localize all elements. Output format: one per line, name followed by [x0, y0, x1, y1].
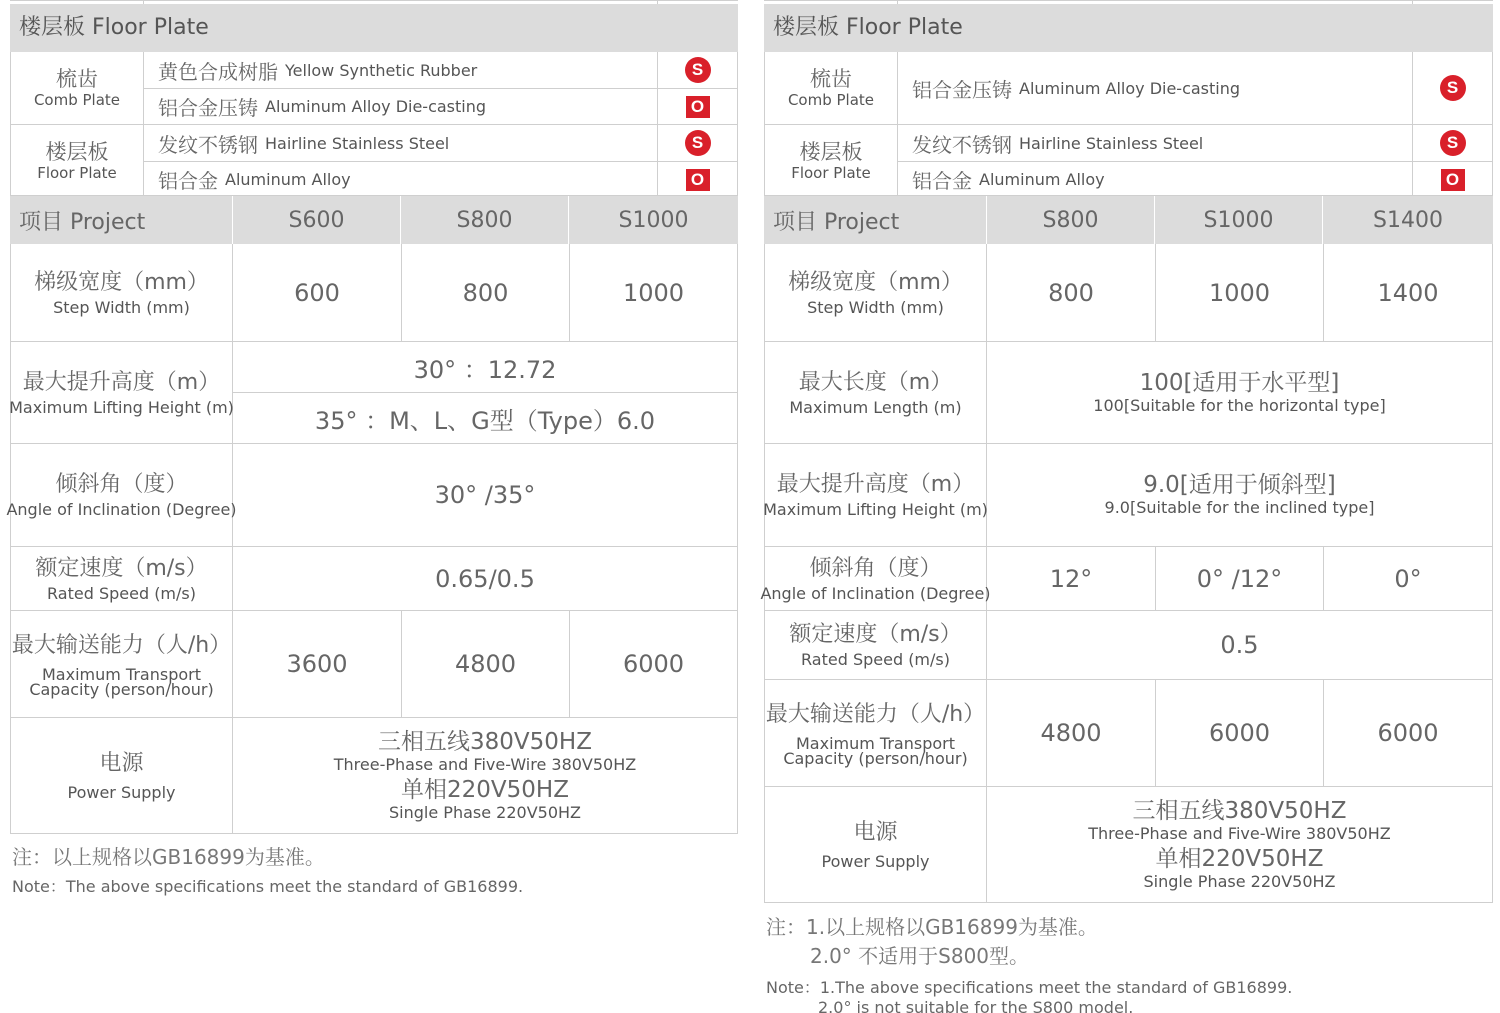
material-name-cn: 发纹不锈钢 [912, 132, 1012, 157]
group-label [11, 52, 144, 124]
group-label [11, 125, 144, 196]
row-transport-capacity [10, 611, 738, 718]
material-row [898, 161, 1492, 197]
row-label-cn: 梯级宽度（mm） [34, 269, 209, 295]
footnote-en: Note：The above specifications meet the standard of GB16899. [12, 877, 524, 896]
optional-badge-icon: O [686, 96, 710, 118]
material-row [898, 125, 1492, 161]
value-cell: 6000 [569, 611, 737, 717]
row-label-en: Angle of Inclination (Degree) [760, 583, 991, 603]
value-cell [987, 444, 1492, 546]
material-row [144, 125, 737, 161]
footnote [12, 841, 523, 897]
material-group-floor-plate [11, 124, 737, 196]
row-inclination [6, 444, 738, 547]
row-label-cn: 最大输送能力（人/h） [11, 633, 232, 658]
row-label-cn: 倾斜角（度） [55, 472, 188, 497]
row-label-en: Rated Speed (m/s) [801, 650, 950, 669]
material-name-cn: 铝合金 [912, 169, 972, 193]
group-label-cn: 楼层板 [799, 139, 863, 164]
row-label-cn: 最大提升高度（m） [22, 369, 221, 395]
spec-table-header [764, 196, 1493, 244]
footnote-cn: 2.0° 不适用于S800型。 [810, 944, 1030, 968]
row-max-length [764, 342, 1493, 444]
row-label-en: Capacity (person/hour) [29, 680, 214, 699]
header-model: S800 [986, 196, 1154, 244]
row-label-en: Maximum Lifting Height (m) [763, 500, 988, 519]
footnote [766, 911, 1292, 1013]
power-line-en: Single Phase 220V50HZ [1143, 871, 1336, 891]
optional-badge-icon: O [1441, 169, 1465, 191]
group-label-cn: 梳齿 [56, 67, 98, 91]
row-power-supply [10, 718, 738, 834]
material-name-en: Hairline Stainless Steel [265, 133, 450, 153]
material-name-cn: 铝合金压铸 [158, 96, 258, 120]
row-label-en: Step Width (mm) [53, 297, 190, 317]
row-inclination [760, 547, 1493, 611]
value-cell: 0° /12° [1155, 547, 1323, 610]
row-label-cn: 最大输送能力（人/h） [765, 702, 986, 727]
header-model: S1000 [1154, 196, 1322, 244]
material-name-en: Aluminum Alloy [225, 170, 351, 189]
value-cell: 35° ：M、L、G型（Type）6.0 [314, 406, 656, 435]
material-name-en: Aluminum Alloy [979, 170, 1105, 189]
group-label [765, 52, 898, 124]
row-step-width [10, 244, 738, 342]
value-cell: 4800 [401, 611, 569, 717]
value-en: 100[Suitable for the horizontal type] [1093, 395, 1386, 415]
row-label-cn: 梯级宽度（mm） [788, 269, 963, 295]
value-cell: 600 [294, 278, 340, 307]
material-name-en: Yellow Synthetic Rubber [285, 60, 478, 80]
power-line-en: Single Phase 220V50HZ [389, 802, 581, 822]
row-label-en: Maximum Transport [796, 734, 955, 753]
value-cell: 30° /35° [434, 481, 536, 509]
value-cell: 6000 [1323, 680, 1492, 786]
row-rated-speed [10, 547, 738, 611]
power-line-cn: 三相五线380V50HZ [378, 728, 592, 755]
spec-table-header [10, 196, 738, 244]
group-label-en: Floor Plate [37, 163, 117, 182]
group-label [765, 125, 898, 196]
standard-badge-icon: S [1440, 130, 1466, 156]
row-label-en: Power Supply [67, 782, 176, 802]
row-label-en: Maximum Lifting Height (m) [9, 397, 234, 417]
row-label-en: Power Supply [821, 851, 930, 871]
power-line-cn: 单相220V50HZ [401, 776, 569, 803]
material-table [764, 52, 1493, 196]
row-rated-speed [764, 611, 1493, 680]
material-name-cn: 铝合金压铸 [912, 77, 1012, 102]
row-label-en: Step Width (mm) [807, 297, 944, 317]
group-label-cn: 楼层板 [45, 139, 109, 164]
row-label-cn: 电源 [853, 819, 898, 845]
material-name-cn: 黄色合成树脂 [158, 59, 278, 84]
standard-badge-icon: S [1440, 75, 1466, 101]
footnote-en: Note：1.The above specifications meet the standard of GB16899. [766, 978, 1293, 997]
power-line-cn: 三相五线380V50HZ [1132, 797, 1347, 824]
row-label-en: Maximum Length (m) [789, 397, 962, 417]
row-label-cn: 电源 [99, 750, 144, 776]
header-model: S1400 [1322, 196, 1493, 244]
value-en: 9.0[Suitable for the inclined type] [1104, 498, 1375, 517]
value-cell: 0.65/0.5 [435, 564, 535, 593]
value-cell: 4800 [1040, 719, 1102, 747]
row-label-en: Angle of Inclination (Degree) [6, 500, 237, 519]
value-cell: 1400 [1323, 244, 1492, 341]
row-label-cn: 最大提升高度（m） [776, 472, 975, 497]
row-label-en: Rated Speed (m/s) [47, 583, 196, 603]
standard-badge-icon: S [685, 130, 711, 156]
group-label-en: Comb Plate [787, 91, 875, 109]
footnote-en: 2.0° is not suitable for the S800 model. [818, 998, 1134, 1013]
section-title: 楼层板 Floor Plate [10, 4, 738, 52]
right-spec-panel [760, 0, 1493, 1013]
value-cell: 6000 [1155, 680, 1323, 786]
row-label-cn: 额定速度（m/s） [789, 622, 962, 647]
header-model: S800 [400, 196, 568, 244]
value-cn: 9.0[适用于倾斜型] [1143, 472, 1336, 498]
value-cell: 800 [1048, 278, 1094, 307]
material-name-en: Hairline Stainless Steel [1019, 133, 1204, 153]
value-cell: 12° [1049, 564, 1093, 593]
standard-badge-icon: S [685, 57, 711, 83]
material-group-comb-plate [11, 52, 737, 124]
power-line-en: Three-Phase and Five-Wire 380V50HZ [333, 754, 637, 774]
value-cn: 100[适用于水平型] [1139, 369, 1340, 396]
group-label-en: Comb Plate [33, 91, 121, 109]
value-cell: 1000 [1155, 244, 1323, 341]
material-row [144, 52, 737, 88]
group-label-cn: 梳齿 [810, 67, 852, 91]
value-cell: 0.5 [1220, 631, 1259, 659]
row-step-width [764, 244, 1493, 342]
value-cell: 0° [1323, 547, 1492, 610]
material-name-cn: 铝合金 [158, 169, 218, 193]
left-spec-panel [6, 0, 738, 900]
material-table [10, 52, 738, 196]
row-power-supply [764, 787, 1493, 903]
value-cell: 3600 [286, 650, 348, 678]
value-cell [233, 718, 737, 833]
group-label-en: Floor Plate [791, 163, 871, 182]
row-label-cn: 倾斜角（度） [809, 555, 942, 581]
material-group-floor-plate [765, 124, 1492, 196]
material-name-cn: 发纹不锈钢 [158, 132, 258, 157]
material-row [144, 161, 737, 197]
header-project: 项目 Project [19, 209, 146, 235]
row-lifting-height [764, 444, 1493, 547]
power-line-cn: 单相220V50HZ [1155, 845, 1324, 872]
footnote-cn: 注：1.以上规格以GB16899为基准。 [766, 915, 1098, 939]
footnote-cn: 注：以上规格以GB16899为基准。 [12, 845, 325, 869]
row-transport-capacity [764, 680, 1493, 787]
row-label-cn: 最大长度（m） [798, 369, 953, 395]
value-cell: 30° ：12.72 [413, 356, 557, 384]
material-name-en: Aluminum Alloy Die-casting [265, 97, 487, 116]
header-model: S1000 [568, 196, 738, 244]
header-model: S600 [232, 196, 400, 244]
optional-badge-icon: O [686, 169, 710, 191]
value-cell [987, 342, 1492, 443]
value-cell: 1000 [569, 244, 737, 341]
value-cell [987, 787, 1492, 902]
row-label-en: Capacity (person/hour) [783, 749, 968, 768]
header-project: 项目 Project [773, 209, 900, 235]
section-title: 楼层板 Floor Plate [764, 4, 1493, 52]
power-line-en: Three-Phase and Five-Wire 380V50HZ [1088, 823, 1391, 843]
row-label-cn: 额定速度（m/s） [35, 555, 208, 581]
material-group-comb-plate [765, 52, 1492, 124]
value-cell: 800 [401, 244, 569, 341]
row-label-en: Maximum Transport [42, 665, 201, 684]
row-lifting-height [10, 342, 738, 444]
material-name-en: Aluminum Alloy Die-casting [1019, 78, 1241, 98]
material-row [144, 88, 737, 124]
material-row [898, 52, 1492, 124]
